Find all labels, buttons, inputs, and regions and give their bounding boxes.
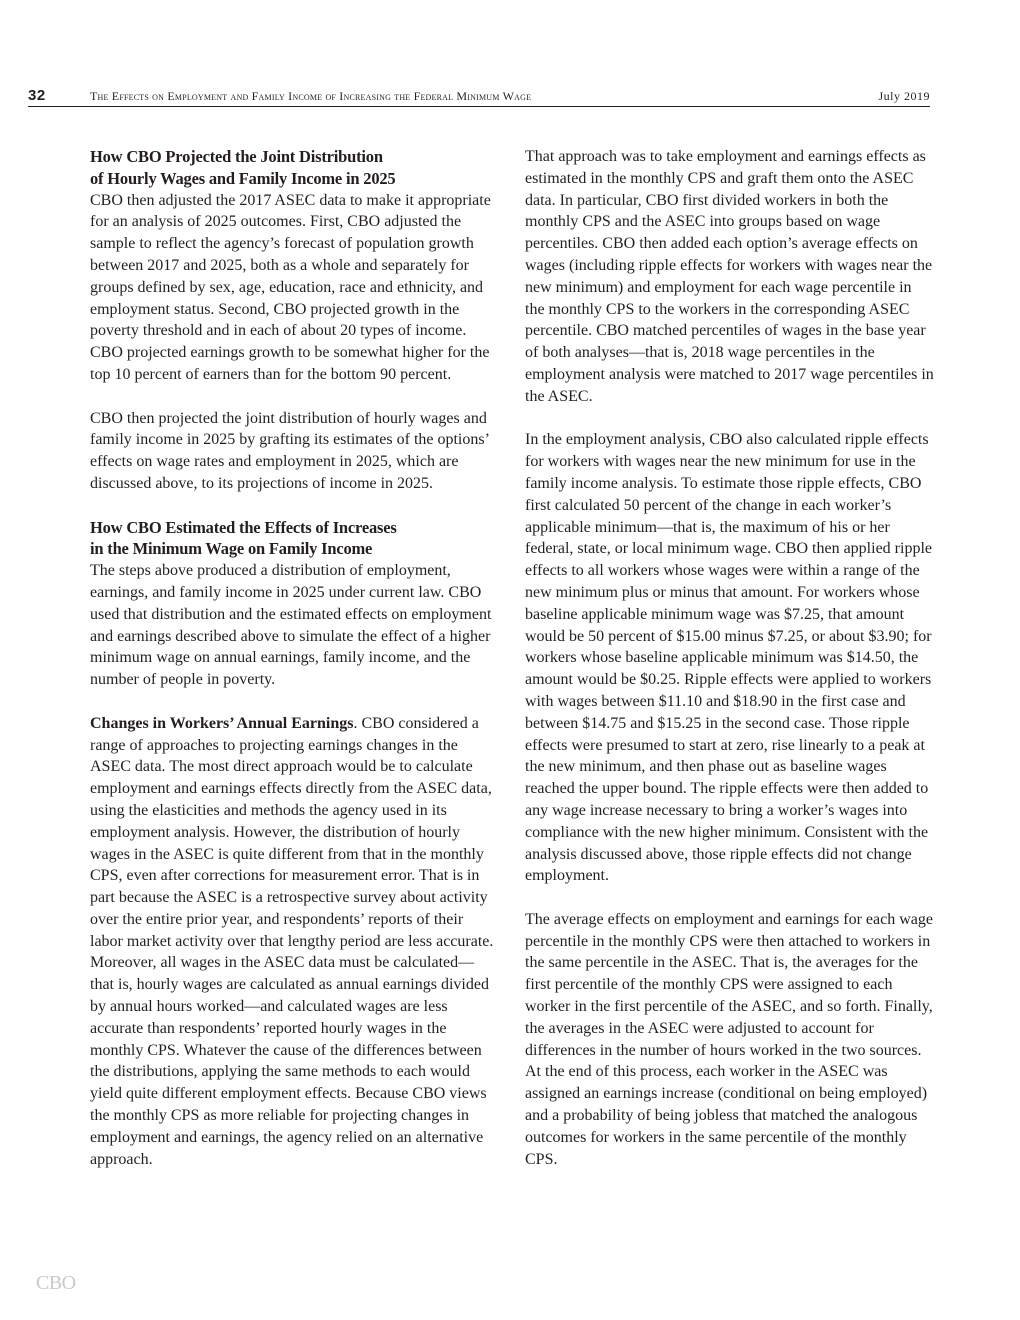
running-header	[28, 86, 930, 107]
paragraph: In the employment analysis, CBO also calculated ripple effects for workers with wages near the new minimum for use in the family income analysis. To estimate those ripple effects, CBO first calculated 50 percent of the change in each worker’s applicable minimum—that is, the maximum of his or her federal, state, or local minimum wage. CBO then applied ripple effects to all workers whose wages were within a range of the new minimum plus or minus that amount. For workers whose baseline applicable minimum wage was $7.25, that amount would be 50 percent of $15.00 minus $7.25, or about $3.90; for workers whose baseline applicable minimum was $14.50, the amount would be $0.25. Ripple effects were applied to workers with wages between $11.10 and $18.90 in the first case and between $14.75 and $15.25 in the second case. Those ripple effects were presumed to start at zero, rise linearly to a peak at the new minimum, and then phase out as baseline wages reached the upper bound. The ripple effects were then added to any wage increase necessary to bring a worker’s wages into compliance with the new higher minimum. Consistent with the analysis discussed above, those ripple effects did not change employment.	[525, 431, 932, 885]
heading-line: of Hourly Wages and Family Income in 2025	[90, 168, 396, 188]
cbo-logo: CBO	[36, 1272, 76, 1294]
running-title: The Effects on Employment and Family Income of Increasing the Federal Minimum Wage	[90, 89, 532, 103]
section-heading-joint-distribution	[90, 146, 496, 190]
paragraph: The average effects on employment and earnings for each wage percentile in the monthly CPS were then attached to workers in the same percentile in the ASEC. That is, the averages for the first percentile of the monthly CPS were assigned to each worker in the first percentile of the ASEC, and so forth. Finally, the averages in the ASEC were adjusted to account for differences in the number of hours worked in the two sources. At the end of this process, each worker in the ASEC was assigned an earnings increase (conditional on being employed) and a probability of being jobless that matched the analogous outcomes for workers in the same percentile of the monthly CPS.	[525, 910, 933, 1168]
section-heading-family-income	[90, 517, 496, 561]
paragraph: CBO then adjusted the 2017 ASEC data to make it appropriate for an analysis of 2025 outcomes. First, CBO adjusted the sample to reflect the agency’s forecast of population growth between 2017 and 2025, both as a whole and separately for groups defined by sex, age, education, race and ethnicity, and employment status. Second, CBO projected growth in the poverty threshold and in each of about 20 types of income. CBO projected earnings growth to be somewhat higher for the top 10 percent of earners than for the bottom 90 percent.	[90, 191, 491, 383]
paragraph-annual-earnings	[90, 713, 496, 1171]
paragraph: The steps above produced a distribution of employment, earnings, and family income in 2025 under current law. CBO used that distribution and the estimated effects on employment and earnings described above to simulate the effect of a higher minimum wage on annual earnings, family income, and the number of people in poverty.	[90, 562, 492, 689]
heading-line: in the Minimum Wage on Family Income	[90, 539, 373, 559]
heading-line: How CBO Projected the Joint Distribution	[90, 147, 383, 166]
paragraph-body: . CBO considered a range of approaches to projecting earnings changes in the ASEC data. The most direct approach would be to calculate employment and earnings effects directly from the ASEC data, using the elasticities and methods the agency used in its employment analysis. However, the distribution of hourly wages in the ASEC is quite different from that in the monthly CPS, even after corrections for measurement error. That is in part because the ASEC is a retrospective survey about activity over the entire prior year, and respondents’ reports of their labor market activity over that lengthy period are less accurate. Moreover, all wages in the ASEC data must be calculated—that is, hourly wages are calculated as annual earnings divided by annual hours worked—and calculated wages are less accurate than respondents’ reported hourly wages in the monthly CPS. Whatever the cause of the differences between the distributions, applying the same methods to each would yield quite different employment effects. Because CBO views the monthly CPS as more reliable for projecting changes in employment and earnings, the agency relied on an alternative approach.	[90, 714, 494, 1168]
right-column	[525, 146, 934, 1192]
run-in-heading: Changes in Workers’ Annual Earnings	[90, 714, 354, 732]
publication-date: July 2019	[878, 89, 930, 103]
paragraph: CBO then projected the joint distribution of hourly wages and family income in 2025 by grafting its estimates of the options’ effects on wage rates and employment in 2025, which are discussed above, to its projections of income in 2025.	[90, 409, 489, 492]
paragraph: That approach was to take employment and earnings effects as estimated in the monthly CPS and graft them onto the ASEC data. In particular, CBO first divided workers in both the monthly CPS and the ASEC into groups based on wage percentiles. CBO then added each option’s average effects on wages (including ripple effects for workers with wages near the new minimum) and employment for each wage percentile in the monthly CPS to the workers in the corresponding ASEC percentile. CBO matched percentiles of wages in the base year of both analyses—that is, 2018 wage percentiles in the employment analysis were matched to 2017 wage percentiles in the ASEC.	[525, 148, 934, 405]
page-number: 32	[28, 87, 46, 104]
heading-line: How CBO Estimated the Effects of Increases	[90, 517, 397, 537]
left-column	[90, 146, 496, 1192]
